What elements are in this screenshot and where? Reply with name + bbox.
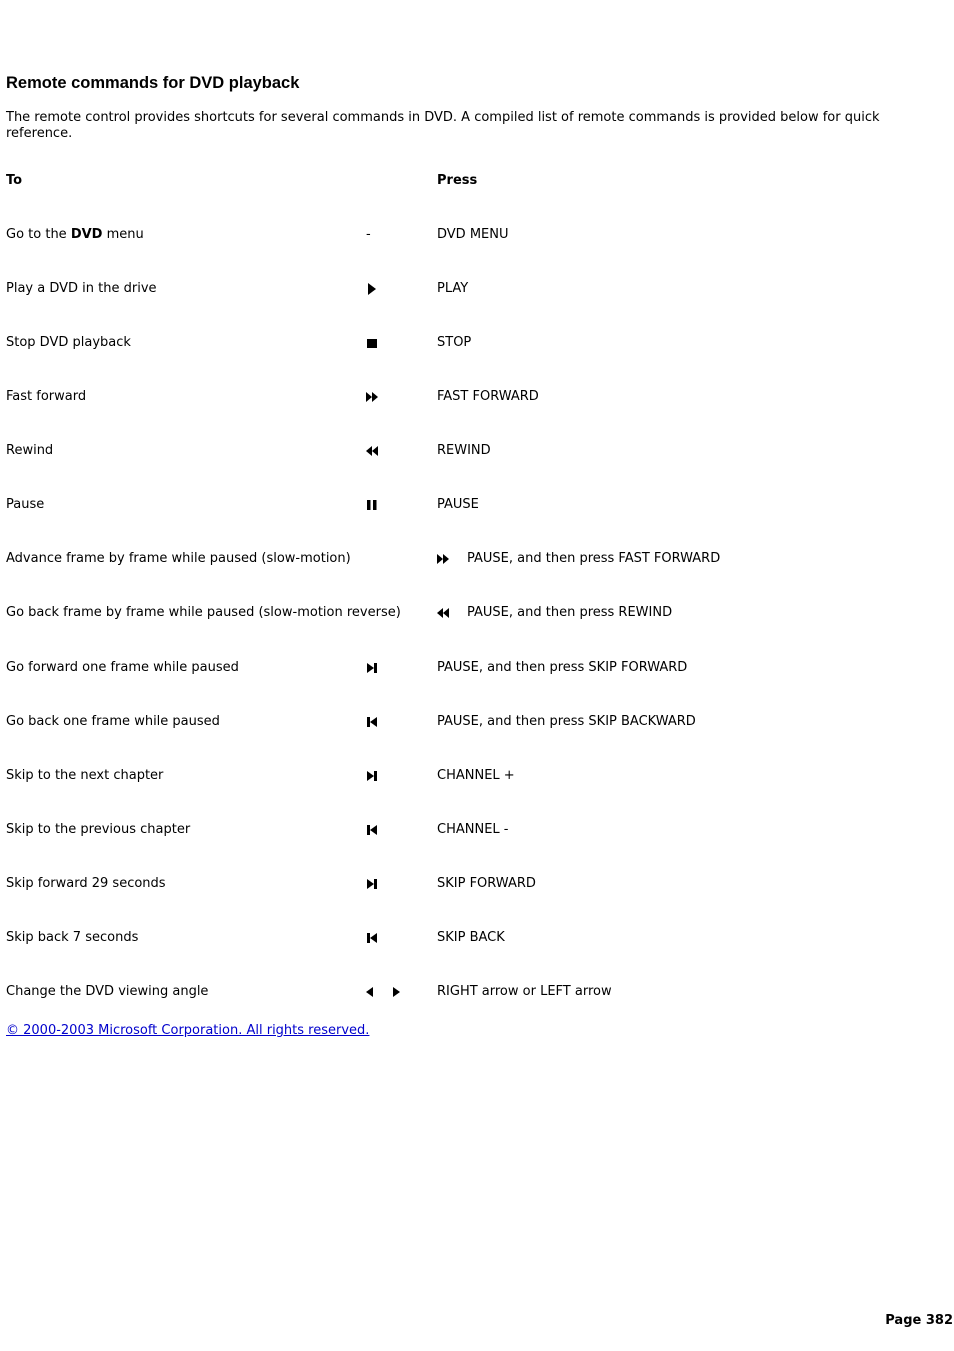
action-label-suffix: menu: [102, 227, 144, 242]
table-row: [0, 441, 954, 461]
action-label: Rewind: [6, 443, 54, 458]
action-label: [6, 225, 144, 245]
right-arrow-icon: [389, 985, 403, 999]
action-label: Pause: [6, 497, 45, 512]
table-header-row: [0, 171, 954, 191]
skip-forward-icon: [365, 769, 379, 783]
left-arrow-icon: [363, 985, 377, 999]
table-row: [0, 495, 954, 515]
header-to: To: [6, 173, 23, 188]
table-row: [0, 549, 954, 569]
action-label-bold: DVD: [70, 227, 103, 242]
table-row: [0, 766, 954, 786]
skip-back-icon: [365, 823, 379, 837]
press-label: PAUSE, and then press FAST FORWARD: [467, 551, 721, 566]
press-label: DVD MENU: [437, 227, 509, 242]
action-label: Change the DVD viewing angle: [6, 984, 209, 999]
dash-symbol: -: [366, 227, 371, 242]
table-row: [0, 387, 954, 407]
press-label: PLAY: [437, 281, 469, 296]
table-row: [0, 928, 954, 948]
table-row: [0, 225, 954, 245]
action-label: Skip forward 29 seconds: [6, 876, 166, 891]
rewind-icon: [365, 444, 379, 458]
table-row: [0, 712, 954, 732]
action-label: Play a DVD in the drive: [6, 281, 157, 296]
page-number: Page 382: [885, 1313, 953, 1328]
skip-forward-icon: [365, 877, 379, 891]
pause-icon: [365, 498, 379, 512]
press-label: REWIND: [437, 443, 491, 458]
press-label: RIGHT arrow or LEFT arrow: [437, 984, 612, 999]
copyright-link[interactable]: © 2000-2003 Microsoft Corporation. All rights reserved.: [6, 1023, 370, 1038]
play-icon: [365, 282, 379, 296]
action-label-prefix: Go to the: [6, 227, 71, 242]
table-row: [0, 874, 954, 894]
rewind-icon: [436, 606, 450, 620]
stop-icon: [365, 336, 379, 350]
table-row: [0, 279, 954, 299]
fast-forward-icon: [365, 390, 379, 404]
table-row: [0, 658, 954, 678]
action-label: Go back frame by frame while paused (slow-motion reverse): [6, 605, 401, 620]
press-label: CHANNEL -: [437, 822, 509, 837]
action-label: Go forward one frame while paused: [6, 660, 239, 675]
skip-back-icon: [365, 931, 379, 945]
table-row: [0, 333, 954, 353]
press-label: PAUSE: [437, 497, 479, 512]
press-label: PAUSE, and then press REWIND: [467, 605, 673, 620]
skip-back-icon: [365, 715, 379, 729]
press-label: CHANNEL +: [437, 768, 515, 783]
action-label: Skip to the previous chapter: [6, 822, 191, 837]
intro-paragraph: The remote control provides shortcuts for several commands in DVD. A compiled list of remote commands is provided below for quick reference.: [6, 110, 880, 141]
action-label: Skip back 7 seconds: [6, 930, 139, 945]
action-label: Fast forward: [6, 389, 87, 404]
skip-forward-icon: [365, 661, 379, 675]
press-label: FAST FORWARD: [437, 389, 539, 404]
action-label: Skip to the next chapter: [6, 768, 164, 783]
press-label: SKIP BACK: [437, 930, 505, 945]
table-row: [0, 820, 954, 840]
table-row: [0, 982, 954, 1002]
fast-forward-icon: [436, 552, 450, 566]
press-label: PAUSE, and then press SKIP BACKWARD: [437, 714, 696, 729]
press-label: SKIP FORWARD: [437, 876, 536, 891]
press-label: STOP: [437, 335, 472, 350]
header-press: Press: [437, 173, 478, 188]
action-label: Advance frame by frame while paused (slow-motion): [6, 551, 351, 566]
press-label: PAUSE, and then press SKIP FORWARD: [437, 660, 688, 675]
action-label: Go back one frame while paused: [6, 714, 220, 729]
page-title: Remote commands for DVD playback: [6, 74, 300, 92]
table-row: [0, 603, 954, 623]
action-label: Stop DVD playback: [6, 335, 131, 350]
